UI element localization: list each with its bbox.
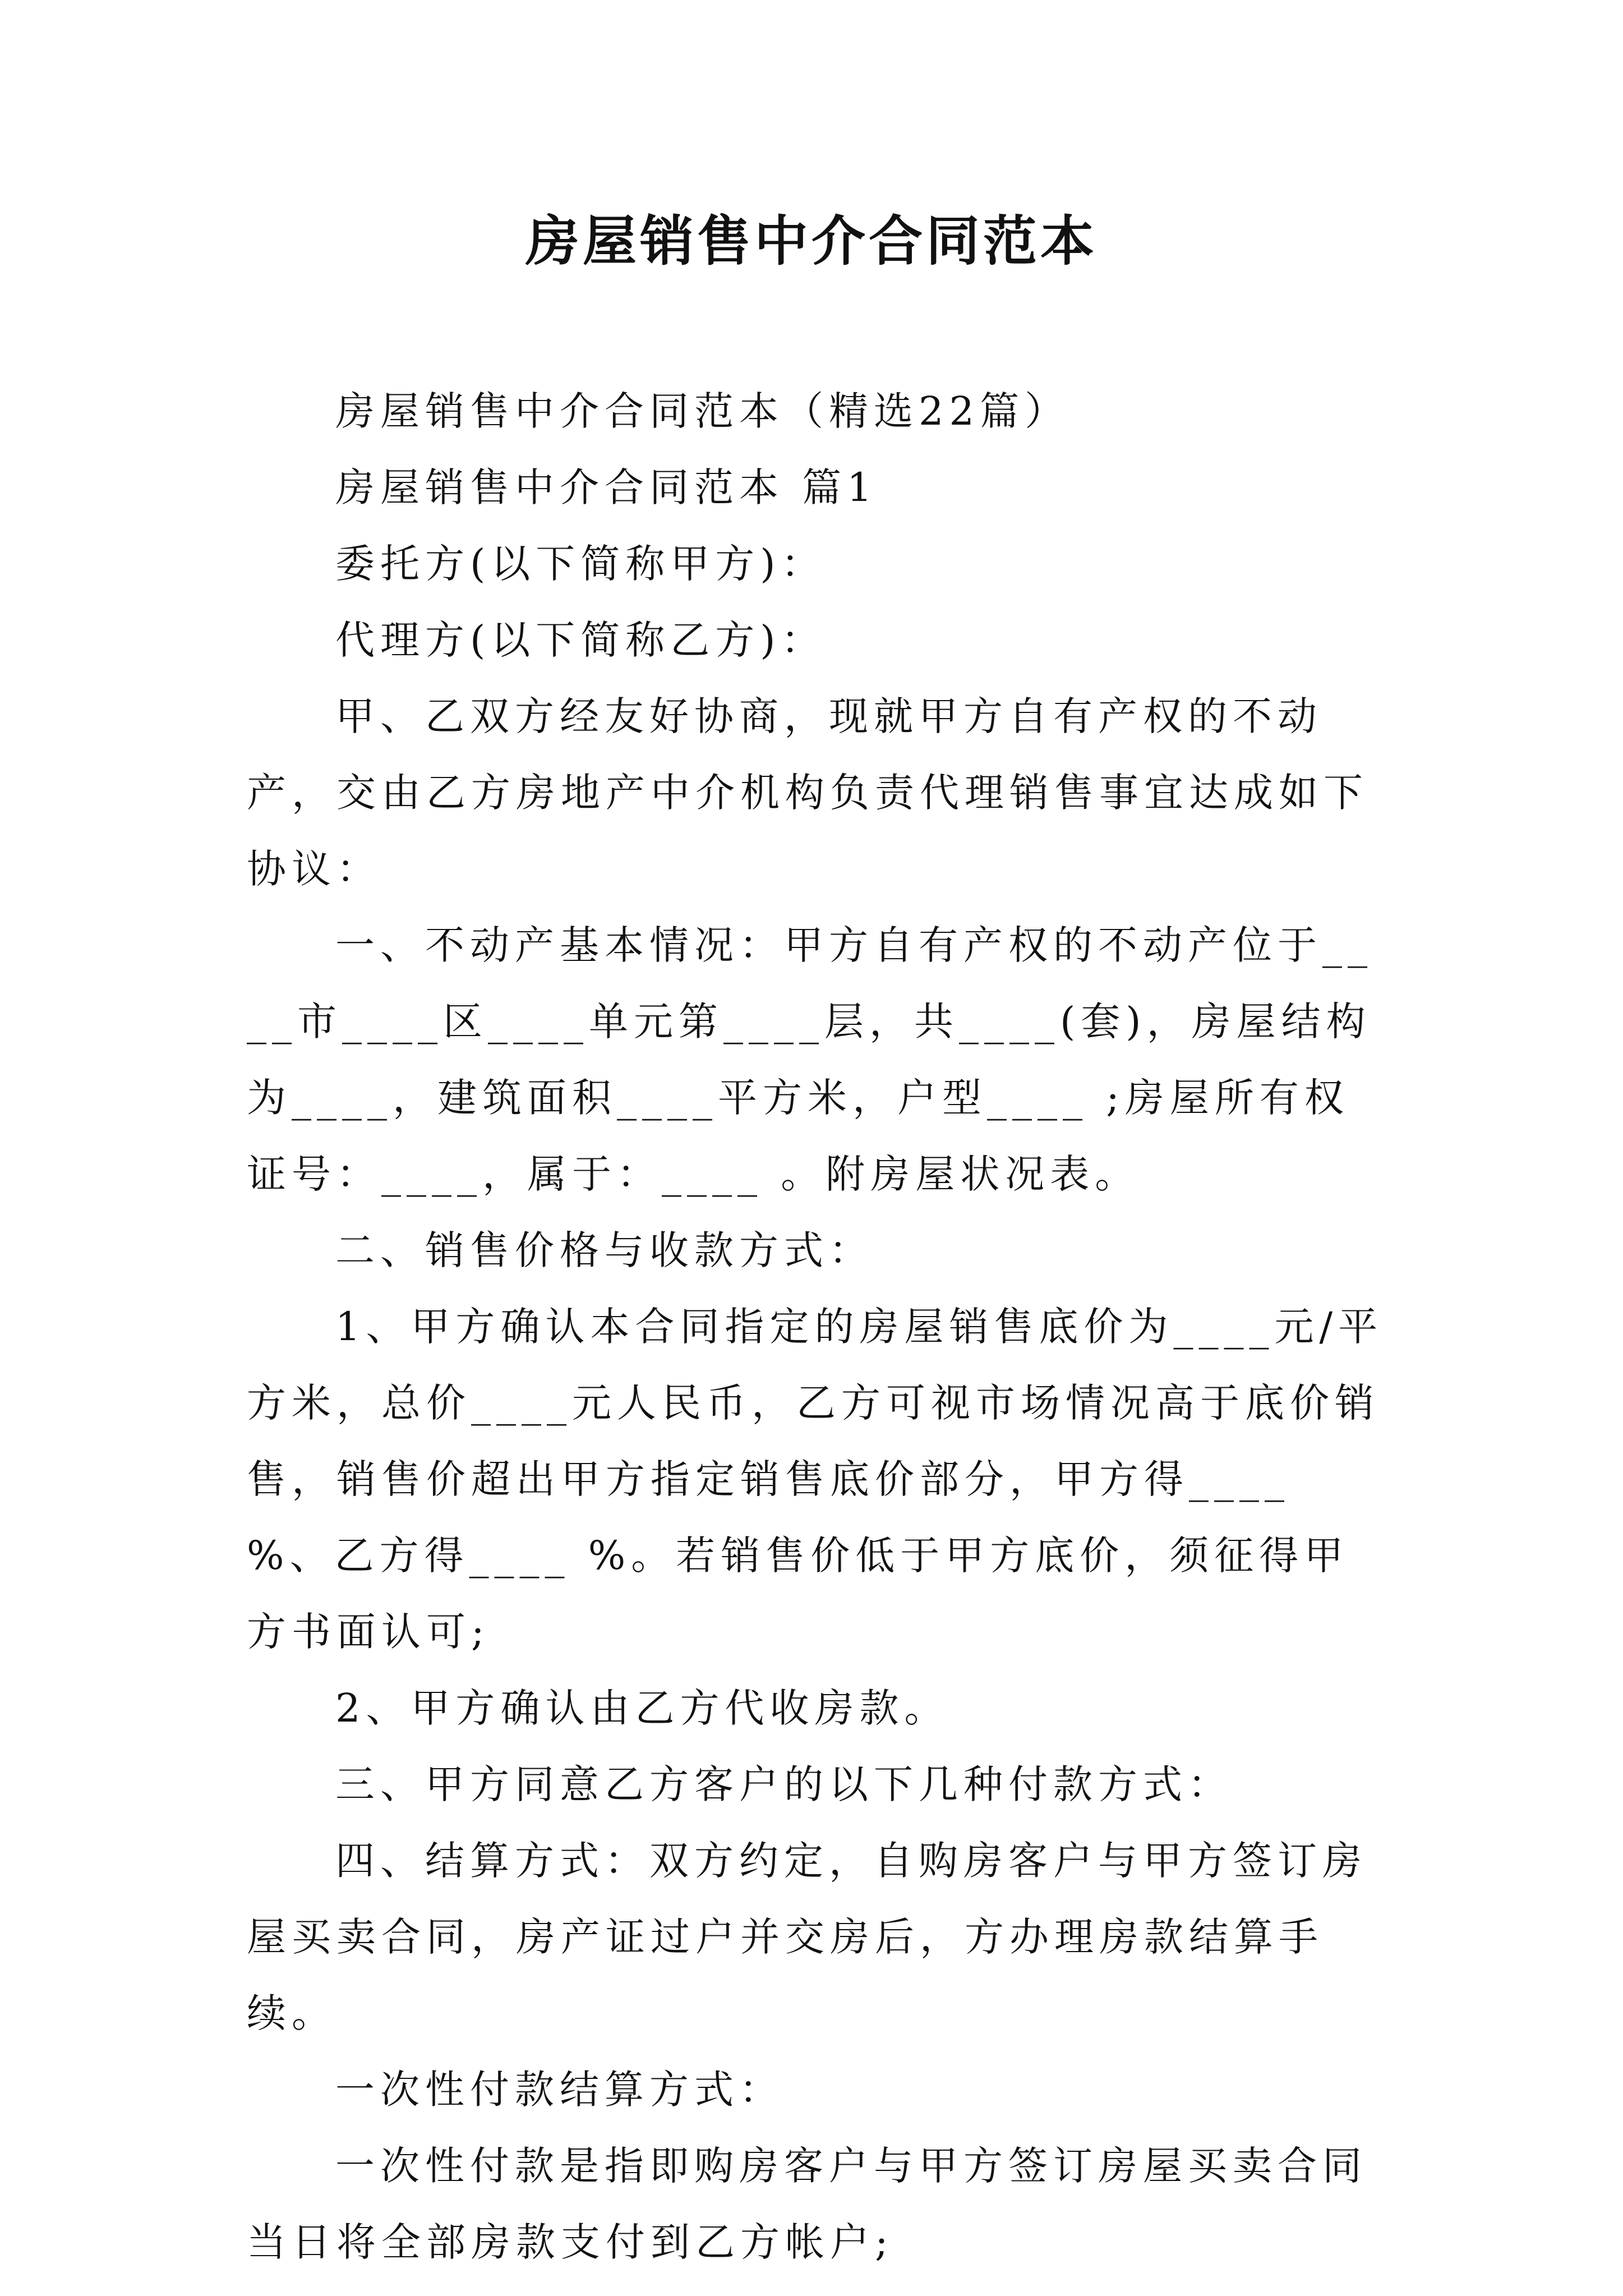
paragraph-section-heading: 房屋销售中介合同范本 篇1 xyxy=(335,464,878,510)
paragraph-payment-methods: 三、甲方同意乙方客户的以下几种付款方式： xyxy=(335,1761,1233,1807)
paragraph-settlement: 四、结算方式：双方约定，自购房客户与甲方签订房屋买卖合同，房产证过户并交房后，方办理房款结算手续。 xyxy=(247,1838,1367,2036)
paragraph-subtitle: 房屋销售中介合同范本（精选22篇） xyxy=(335,388,1070,434)
paragraph-lump-sum-detail: 一次性付款是指即购房客户与甲方签订房屋买卖合同当日将全部房款支付到乙方帐户; xyxy=(247,2143,1367,2265)
paragraph-agreement-intro: 甲、乙双方经友好协商，现就甲方自有产权的不动产，交由乙方房地产中介机构负责代理销售事宜达成如下协议： xyxy=(247,693,1368,892)
paragraph-party-b: 代理方(以下简称乙方)： xyxy=(335,617,826,663)
paragraph-lump-sum-heading: 一次性付款结算方式： xyxy=(335,2067,784,2113)
paragraph-price-detail: 1、甲方确认本合同指定的房屋销售底价为____元/平方米，总价____元人民币，乙方可视市场情况高于底价销售，销售价超出甲方指定销售底价部分，甲方得____ %、乙方得____ %。若销售价低于甲方底价，须征得甲方书面认可; xyxy=(247,1304,1384,1655)
document-title: 房屋销售中介合同范本 xyxy=(525,209,1098,273)
document-body xyxy=(247,373,1391,2280)
paragraph-price-heading: 二、销售价格与收款方式： xyxy=(335,1227,874,1273)
paragraph-collection: 2、甲方确认由乙方代收房款。 xyxy=(335,1685,949,1731)
paragraph-property-info: 一、不动产基本情况：甲方自有产权的不动产位于____市____区____单元第____层，共____(套)，房屋结构为____，建筑面积____平方米，户型____ ;房屋所有权证号：____，属于：____ 。附房屋状况表。 xyxy=(247,922,1373,1197)
paragraph-party-a: 委托方(以下简称甲方)： xyxy=(335,541,826,587)
